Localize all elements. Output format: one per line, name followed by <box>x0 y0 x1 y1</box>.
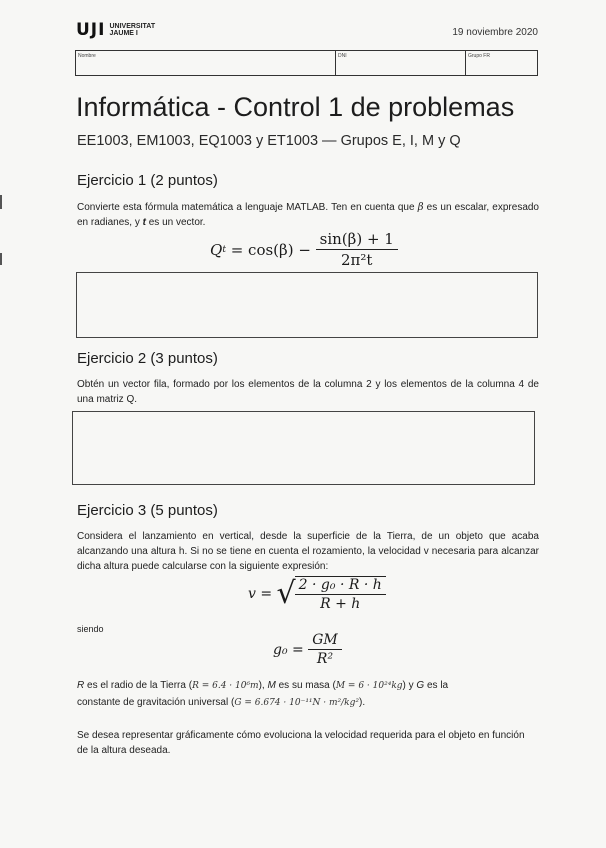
formula-velocity: v = √ $\frac{\text{2 · g₀ · R · h}}{R + h}$ <box>248 576 386 612</box>
group-field-label: Grupo FR <box>468 53 490 59</box>
sqrt-icon: √ <box>276 576 296 611</box>
dni-field[interactable] <box>336 51 466 75</box>
exercise-3-heading: Ejercicio 3 (5 puntos) <box>77 502 218 519</box>
siendo-label: siendo <box>77 624 104 634</box>
formula-qt: Q t = cos(β) − $\frac{\sin(\beta) + 1}{\text{2π²t}}$ <box>210 230 398 269</box>
scan-artifact <box>0 195 2 209</box>
logo-text: UNIVERSITAT JAUME I <box>109 23 156 37</box>
constants-line-1: R es el radio de la Tierra (R = 6.4 · 10⁶m), M es su masa (M = 6 · 10²⁴kg) y G es la <box>77 680 449 691</box>
name-field-label: Nombre <box>78 53 96 59</box>
exercise-1-text: Convierte esta fórmula matemática a lenguaje MATLAB. Ten en cuenta que β es un escalar, expresado en radianes, y t es un vector. <box>77 202 539 228</box>
constants-line-2: constante de gravitación universal (G = 6.674 · 10⁻¹¹N · m²/kg²). <box>77 697 366 708</box>
university-logo <box>76 20 155 40</box>
answer-box-1[interactable] <box>76 272 538 338</box>
page-title: Informática - Control 1 de problemas <box>76 92 515 122</box>
dni-field-label: DNI <box>338 53 347 59</box>
answer-box-2[interactable] <box>72 411 535 485</box>
exercise-3-text: Considera el lanzamiento en vertical, desde la superficie de la Tierra, de un objeto que acaba alcanzando una altura h. Si no se tiene en cuenta el rozamiento, la velocidad v necesaria para alcanzar dicha altura puede calcularse con la siguiente expresión: <box>77 531 539 572</box>
name-field[interactable] <box>76 51 336 75</box>
exercise-2-text: Obtén un vector fila, formado por los elementos de la columna 2 y los elementos de la columna 4 de una matriz Q. <box>77 379 539 405</box>
exercise-2-heading: Ejercicio 2 (3 puntos) <box>77 350 218 367</box>
formula-gravity: g₀ = $\frac{GM}{\text{R²}}$ <box>273 632 342 667</box>
logo-mark: UJI <box>76 20 106 40</box>
group-field[interactable] <box>466 51 537 75</box>
scan-artifact <box>0 253 2 265</box>
exam-date: 19 noviembre 2020 <box>452 27 538 38</box>
exercise-3-final-text: Se desea representar gráficamente cómo evoluciona la velocidad requerida para el objeto en función de la altura deseada. <box>77 730 525 756</box>
exercise-1-heading: Ejercicio 1 (2 puntos) <box>77 172 218 189</box>
student-id-row <box>75 50 538 76</box>
page-subtitle: EE1003, EM1003, EQ1003 y ET1003 — Grupos E, I, M y Q <box>77 133 461 149</box>
